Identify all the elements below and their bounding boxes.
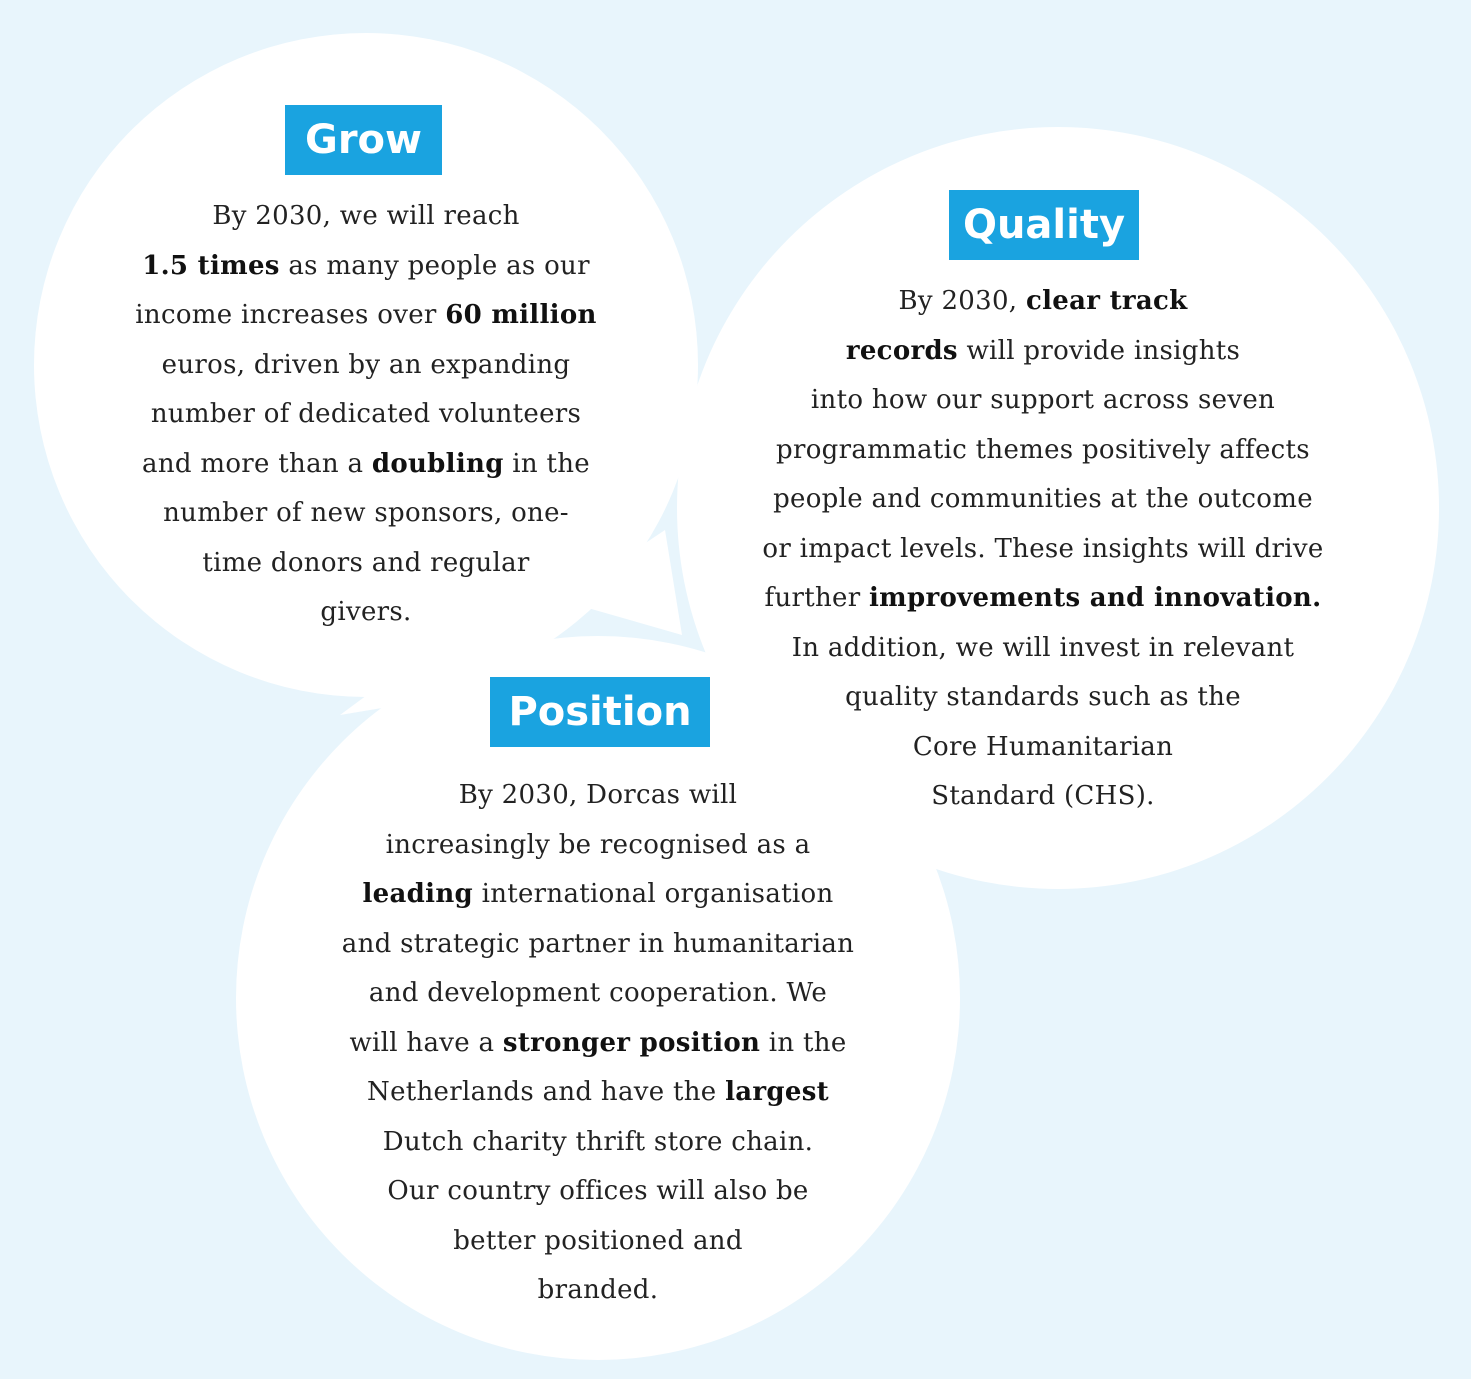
grow-text-run: in the — [503, 448, 590, 479]
grow-text-line — [96, 291, 636, 341]
quality-highlight: clear track — [1025, 286, 1188, 316]
position-text-line — [298, 920, 898, 970]
grow-text-run: income increases over — [135, 300, 446, 330]
quality-text-run: further — [764, 583, 869, 613]
grow-text-line — [96, 242, 636, 292]
quality-text-line — [728, 673, 1358, 723]
quality-text-run: programmatic themes positively affects — [776, 434, 1310, 465]
quality-text-line — [728, 624, 1358, 674]
grow-text-line — [96, 588, 636, 638]
grow-text-run: as many people as our — [279, 250, 590, 281]
quality-text-run: By 2030, — [898, 286, 1026, 316]
grow-text-line — [96, 489, 636, 539]
position-text-run: Our country offices will also be — [387, 1176, 809, 1206]
grow-highlight: 60 million — [445, 300, 597, 330]
grow-text-line — [96, 192, 636, 242]
position-highlight: leading — [362, 879, 474, 909]
position-text-line — [298, 1019, 898, 1069]
position-text-run: Netherlands and have the — [367, 1077, 726, 1107]
quality-text-run: Standard (CHS). — [931, 781, 1155, 811]
grow-text-line — [96, 440, 636, 490]
quality-highlight: improvements and innovation. — [869, 583, 1322, 613]
position-text-line — [298, 1118, 898, 1168]
grow-text — [96, 192, 636, 638]
position-text-run: and development cooperation. We — [368, 978, 828, 1008]
position-text-line — [298, 969, 898, 1019]
position-text — [298, 771, 898, 1316]
position-text-run: will have a — [349, 1027, 503, 1058]
quality-text-line — [728, 574, 1358, 624]
quality-text-run: into how our support across seven — [810, 385, 1276, 415]
position-text-line — [298, 1217, 898, 1267]
position-text-line — [298, 771, 898, 821]
position-text-run: increasingly be recognised as a — [385, 829, 811, 860]
grow-highlight: doubling — [371, 448, 504, 479]
quality-label: Quality — [949, 190, 1139, 260]
quality-text-line — [728, 327, 1358, 377]
position-text-line — [298, 821, 898, 871]
quality-text-line — [728, 475, 1358, 525]
quality-text-run: will provide insights — [957, 335, 1241, 366]
position-text-run: branded. — [537, 1275, 659, 1305]
quality-highlight: records — [845, 335, 958, 366]
grow-text-run: number of new sponsors, one- — [163, 498, 569, 528]
quality-text-line — [728, 277, 1358, 327]
position-text-run: better positioned and — [453, 1225, 743, 1256]
grow-text-line — [96, 539, 636, 589]
position-text-run: international organisation — [473, 879, 834, 909]
position-label: Position — [490, 677, 710, 747]
quality-text-line — [728, 376, 1358, 426]
position-text-run: Dutch charity thrift store chain. — [382, 1126, 814, 1157]
quality-text — [728, 277, 1358, 822]
quality-text-run: Core Humanitarian — [912, 731, 1174, 762]
grow-text-run: By 2030, we will reach — [212, 201, 520, 231]
position-text-line — [298, 870, 898, 920]
grow-text-run: time donors and regular — [202, 547, 530, 578]
position-text-line — [298, 1068, 898, 1118]
position-text-run: and strategic partner in humanitarian — [341, 928, 855, 959]
position-text-run: in the — [760, 1027, 847, 1058]
quality-text-run: people and communities at the outcome — [773, 484, 1313, 514]
grow-text-line — [96, 390, 636, 440]
grow-label: Grow — [285, 105, 442, 175]
position-highlight: stronger position — [502, 1027, 761, 1058]
position-highlight: largest — [725, 1077, 829, 1107]
grow-text-run: euros, driven by an expanding — [161, 349, 571, 380]
position-text-line — [298, 1266, 898, 1316]
position-text-run: By 2030, Dorcas will — [458, 780, 738, 810]
quality-text-line — [728, 723, 1358, 773]
grow-highlight: 1.5 times — [142, 250, 280, 281]
grow-text-run: givers. — [320, 597, 412, 627]
grow-text-run: and more than a — [142, 448, 372, 479]
grow-text-line — [96, 341, 636, 391]
quality-text-run: quality standards such as the — [845, 682, 1241, 712]
quality-text-run: In addition, we will invest in relevant — [791, 632, 1295, 663]
quality-text-line — [728, 426, 1358, 476]
quality-text-run: or impact levels. These insights will drive — [762, 533, 1324, 564]
position-text-line — [298, 1167, 898, 1217]
quality-text-line — [728, 525, 1358, 575]
grow-text-run: number of dedicated volunteers — [150, 399, 582, 429]
